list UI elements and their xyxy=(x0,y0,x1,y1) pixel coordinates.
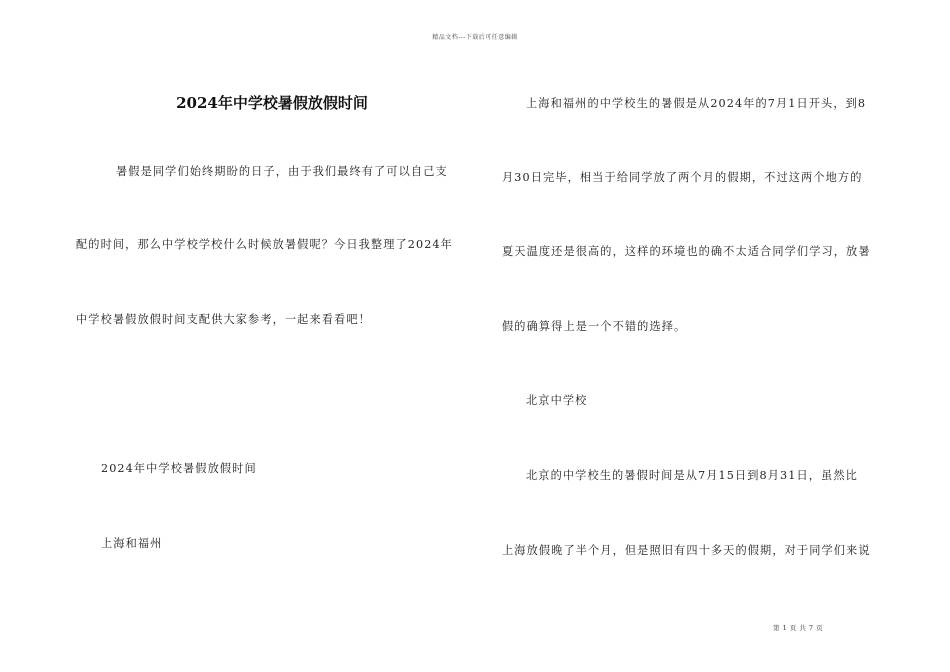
section-heading: 2024年中学校暑假放假时间 xyxy=(101,462,257,475)
paragraph-line: 月30日完毕，相当于给同学放了两个月的假期，不过这两个地方的 xyxy=(502,171,863,184)
paragraph-line: 夏天温度还是很高的，这样的环境也的确不太适合同学们学习，放暑 xyxy=(502,245,871,258)
intro-line: 配的时间，那么中学校学校什么时候放暑假呢？今日我整理了2024年 xyxy=(76,238,453,251)
subheading-beijing: 北京中学校 xyxy=(526,394,588,407)
document-header-note: 精品文档---下载后可任意编辑 xyxy=(432,34,518,41)
document-title: 2024年中学校暑假放假时间 xyxy=(176,94,368,112)
paragraph-line: 北京的中学校生的暑假时间是从7月15日到8月31日，虽然比 xyxy=(526,469,858,482)
paragraph-line: 假的确算得上是一个不错的选择。 xyxy=(502,320,687,333)
intro-line: 中学校暑假放假时间支配供大家参考，一起来看看吧！ xyxy=(76,313,371,326)
paragraph-line: 上海和福州的中学校生的暑假是从2024年的7月1日开头，到8 xyxy=(526,97,867,110)
paragraph-line: 上海放假晚了半个月，但是照旧有四十多天的假期，对于同学们来说 xyxy=(502,544,871,557)
subheading-shanghai-fuzhou: 上海和福州 xyxy=(101,537,163,550)
intro-line: 暑假是同学们始终期盼的日子，由于我们最终有了可以自己支 xyxy=(116,165,448,178)
page-footer: 第 1 页 共 7 页 xyxy=(773,624,824,632)
